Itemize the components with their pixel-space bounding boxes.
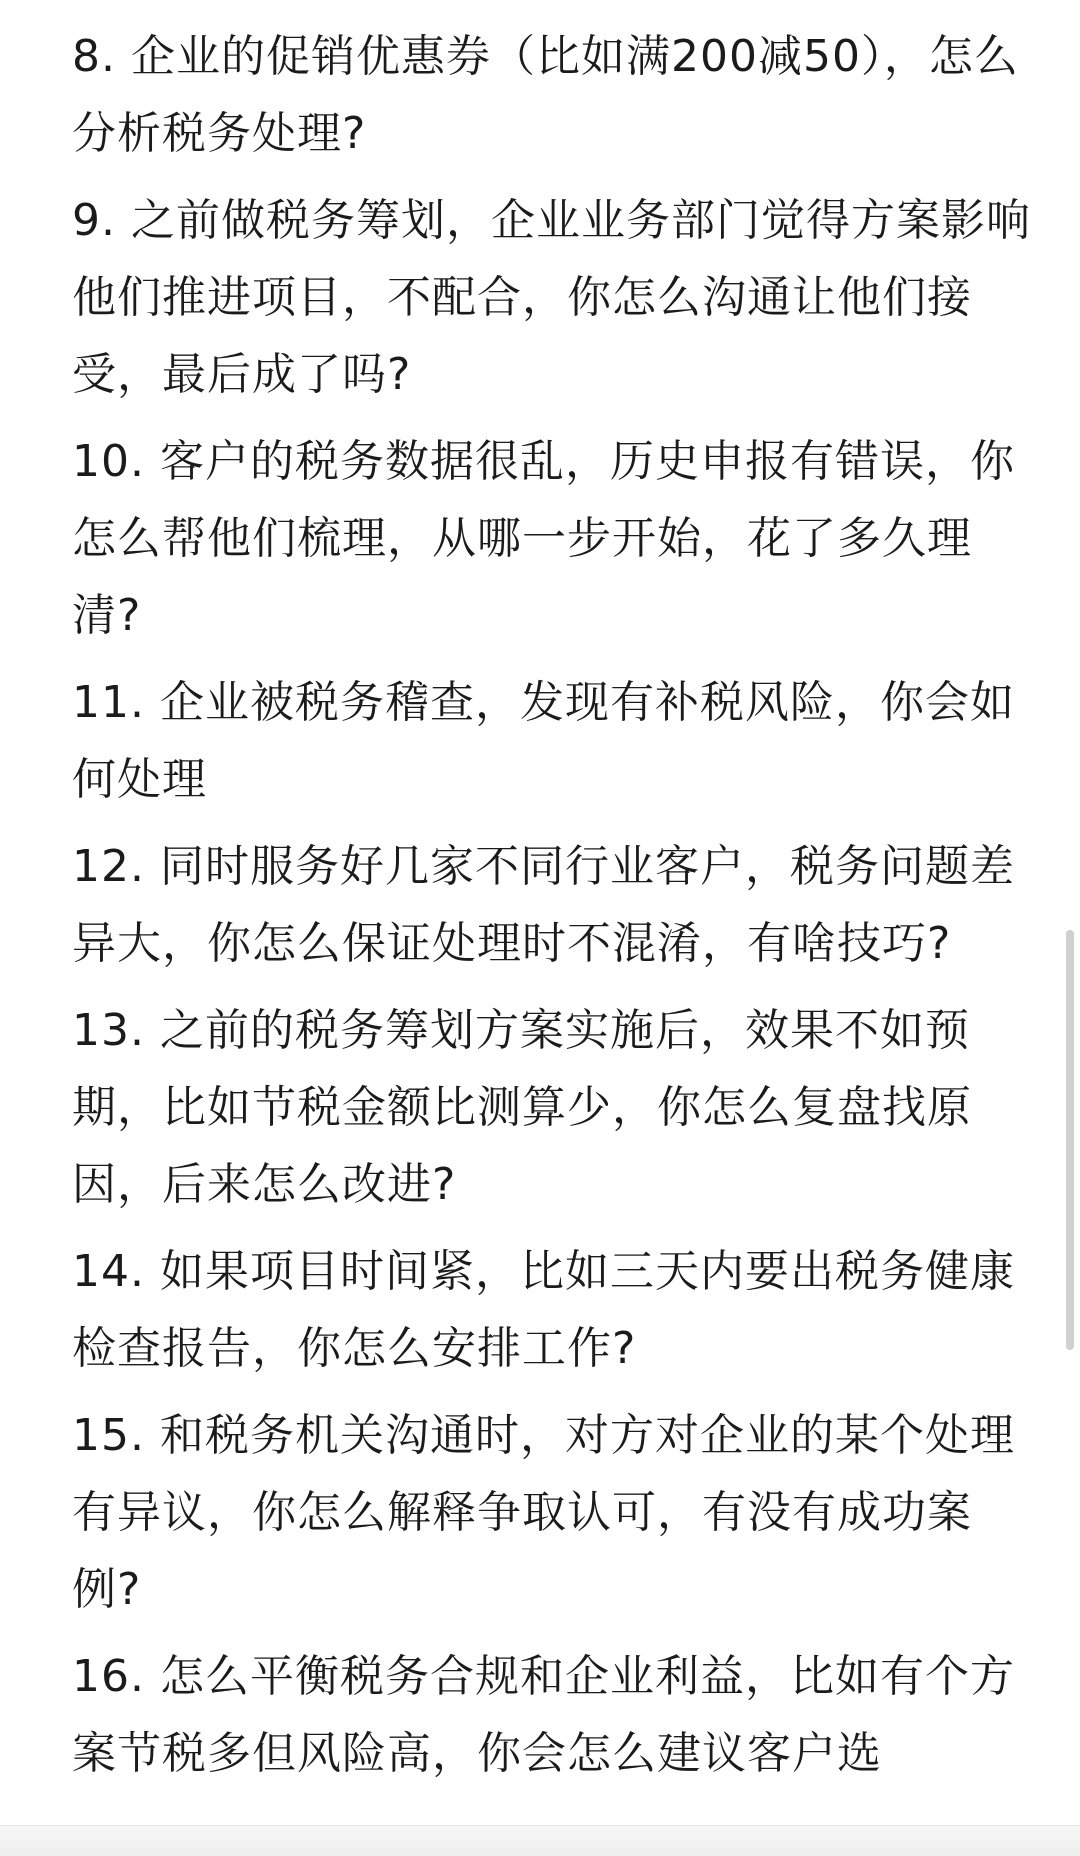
question-9: 9. 之前做税务筹划，企业业务部门觉得方案影响他们推进项目，不配合，你怎么沟通让他们接受，最后成了吗? [72,195,1031,400]
scrollbar-thumb[interactable] [1066,930,1074,1350]
question-8: 8. 企业的促销优惠券（比如满200减50），怎么分析税务处理? [72,31,1019,159]
question-11: 11. 企业被税务稽查，发现有补税风险，你会如何处理 [72,677,1015,805]
article-content [72,0,1032,1856]
question-12: 12. 同时服务好几家不同行业客户，税务问题差异大，你怎么保证处理时不混淆，有啥技巧? [72,841,1015,969]
question-10: 10. 客户的税务数据很乱，历史申报有错误，你怎么帮他们梳理，从哪一步开始，花了多久理清? [72,436,1015,641]
question-14: 14. 如果项目时间紧，比如三天内要出税务健康检查报告，你怎么安排工作? [72,1246,1015,1374]
question-13: 13. 之前的税务筹划方案实施后，效果不如预期，比如节税金额比测算少，你怎么复盘找原因，后来怎么改进? [72,1005,972,1210]
bottom-bar [0,1825,1080,1856]
question-15: 15. 和税务机关沟通时，对方对企业的某个处理有异议，你怎么解释争取认可，有没有成功案例? [72,1410,1015,1615]
question-16: 16. 怎么平衡税务合规和企业利益，比如有个方案节税多但风险高，你会怎么建议客户选 [72,1651,1015,1779]
scrollbar-track[interactable] [1064,0,1074,1856]
